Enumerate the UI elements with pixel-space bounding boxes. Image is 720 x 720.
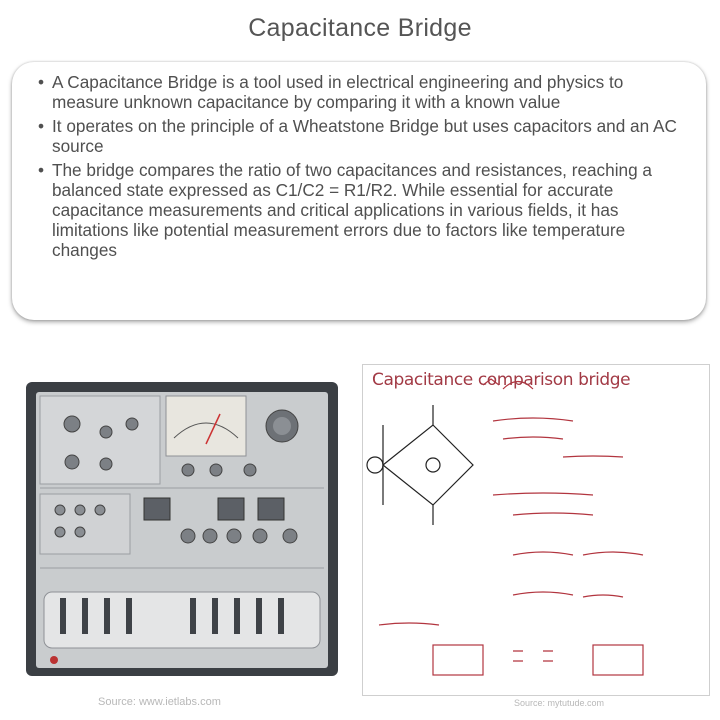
handwritten-notes-image bbox=[362, 364, 710, 696]
analog-meter bbox=[166, 396, 246, 456]
bullet-list bbox=[12, 62, 706, 260]
bullet-item-1: • A Capacitance Bridge is a tool used in electrical engineering and physics to measure unknown capacitance by comparing it with a known value bbox=[38, 72, 690, 112]
handwritten-heading: Capacitance comparison bridge bbox=[372, 370, 631, 390]
page-title: Capacitance Bridge bbox=[248, 14, 472, 42]
instrument-photo bbox=[20, 378, 344, 682]
bullet-item-3: • The bridge compares the ratio of two capacitances and resistances, reaching a balanced state expressed as C1/C2 = R1/R2. While essential for accurate capacitance measurements and critical applications in various fields, it has limitations like potential measurement errors due to factors like temperature changes bbox=[38, 160, 690, 260]
bridge-circuit-diagram bbox=[363, 365, 709, 695]
right-image-source: Source: mytutude.com bbox=[514, 698, 605, 708]
bullet-item-2: • It operates on the principle of a Wheatstone Bridge but uses capacitors and an AC source bbox=[38, 116, 690, 156]
left-image-source: Source: www.ietlabs.com bbox=[98, 696, 221, 708]
summary-card bbox=[12, 62, 706, 320]
